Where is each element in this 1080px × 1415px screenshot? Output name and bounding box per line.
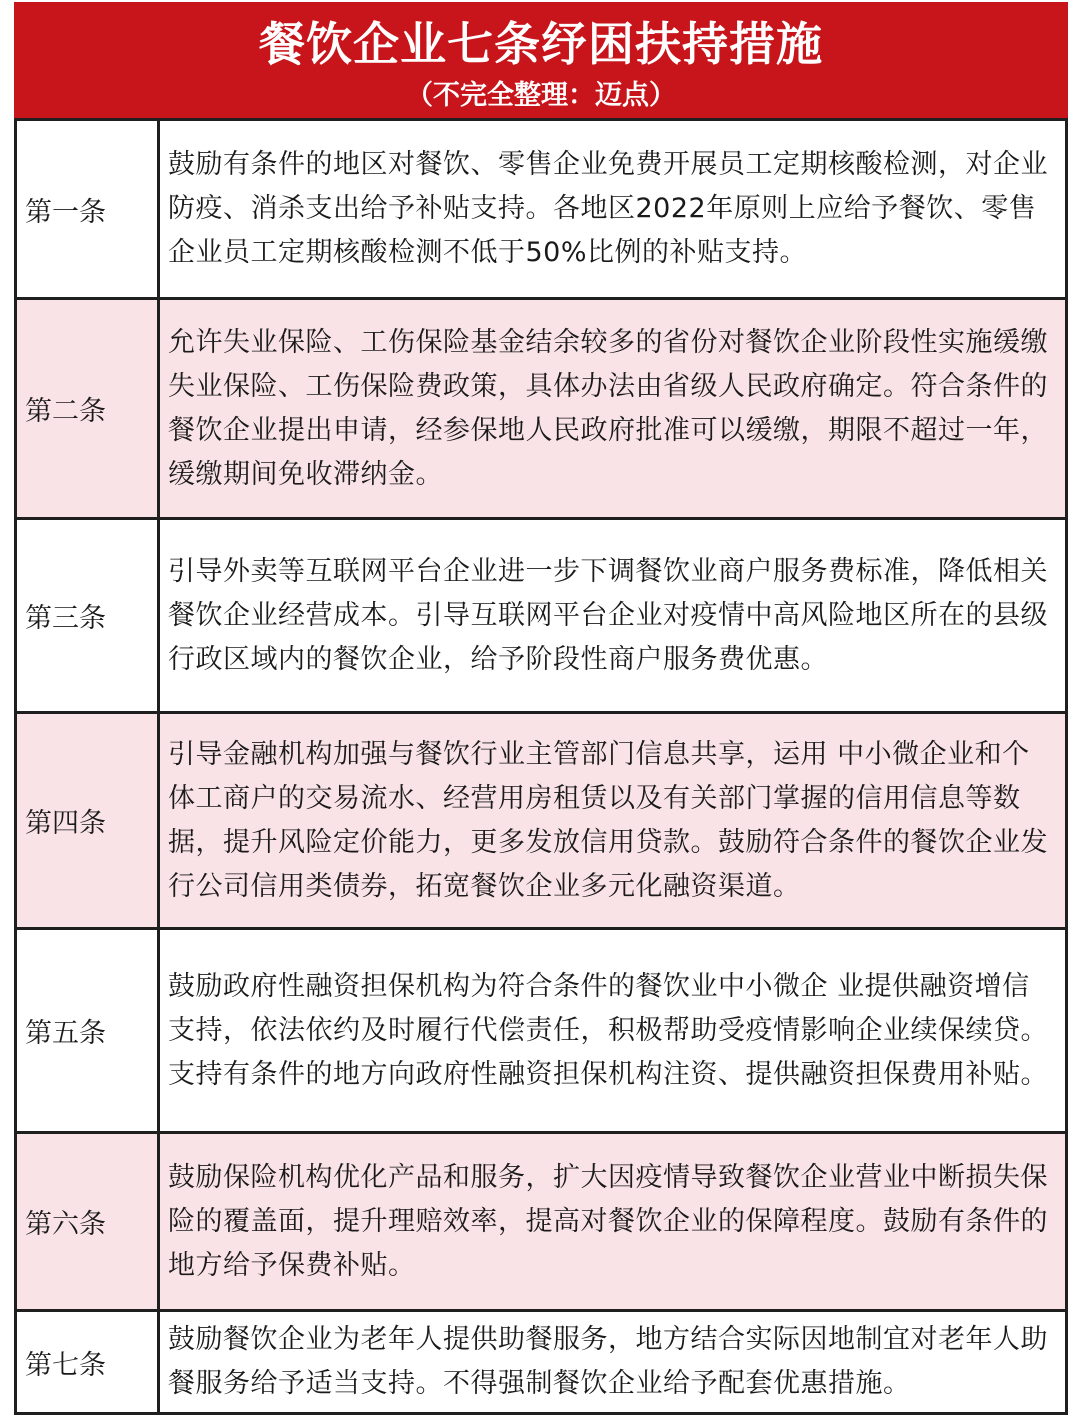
table-row <box>16 929 1067 1133</box>
rule-label: 第二条 <box>16 299 159 519</box>
page-title: 餐饮企业七条纾困扶持措施 <box>259 17 823 71</box>
page-subtitle: （不完全整理：迈点） <box>406 80 676 111</box>
header-banner <box>14 2 1068 118</box>
table-row <box>16 713 1067 929</box>
table-row <box>16 120 1067 299</box>
table-row <box>16 519 1067 713</box>
rule-label: 第一条 <box>16 120 159 299</box>
rule-text: 鼓励餐饮企业为老年人提供助餐服务，地方结合实际因地制宜对老年人助餐服务给予适当支持。不得强制餐饮企业给予配套优惠措施。 <box>159 1311 1067 1414</box>
rule-label: 第七条 <box>16 1311 159 1414</box>
rule-text: 鼓励政府性融资担保机构为符合条件的餐饮业中小微企 业提供融资增信支持，依法依约及时履行代偿责任，积极帮助受疫情影响企业续保续贷。支持有条件的地方向政府性融资担保机构注资、提供融资担保费用补贴。 <box>159 929 1067 1133</box>
rule-label: 第五条 <box>16 929 159 1133</box>
table-row <box>16 299 1067 519</box>
rule-label: 第三条 <box>16 519 159 713</box>
rule-text: 鼓励有条件的地区对餐饮、零售企业免费开展员工定期核酸检测，对企业防疫、消杀支出给予补贴支持。各地区2022年原则上应给予餐饮、零售企业员工定期核酸检测不低于50%比例的补贴支持。 <box>159 120 1067 299</box>
rule-text: 允许失业保险、工伤保险基金结余较多的省份对餐饮企业阶段性实施缓缴失业保险、工伤保险费政策，具体办法由省级人民政府确定。符合条件的餐饮企业提出申请，经参保地人民政府批准可以缓缴，期限不超过一年，缓缴期间免收滞纳金。 <box>159 299 1067 519</box>
rule-text: 引导外卖等互联网平台企业进一步下调餐饮业商户服务费标准，降低相关餐饮企业经营成本。引导互联网平台企业对疫情中高风险地区所在的县级行政区域内的餐饮企业，给予阶段性商户服务费优惠。 <box>159 519 1067 713</box>
rule-label: 第六条 <box>16 1133 159 1311</box>
rule-label: 第四条 <box>16 713 159 929</box>
table-row <box>16 1133 1067 1311</box>
rule-text: 鼓励保险机构优化产品和服务，扩大因疫情导致餐饮企业营业中断损失保险的覆盖面，提升理赔效率，提高对餐饮企业的保障程度。鼓励有条件的地方给予保费补贴。 <box>159 1133 1067 1311</box>
rules-table <box>14 118 1068 1415</box>
rule-text: 引导金融机构加强与餐饮行业主管部门信息共享，运用 中小微企业和个体工商户的交易流水、经营用房租赁以及有关部门掌握的信用信息等数据，提升风险定价能力，更多发放信用贷款。鼓励符合条件的餐饮企业发行公司信用类债券，拓宽餐饮企业多元化融资渠道。 <box>159 713 1067 929</box>
table-row <box>16 1311 1067 1414</box>
